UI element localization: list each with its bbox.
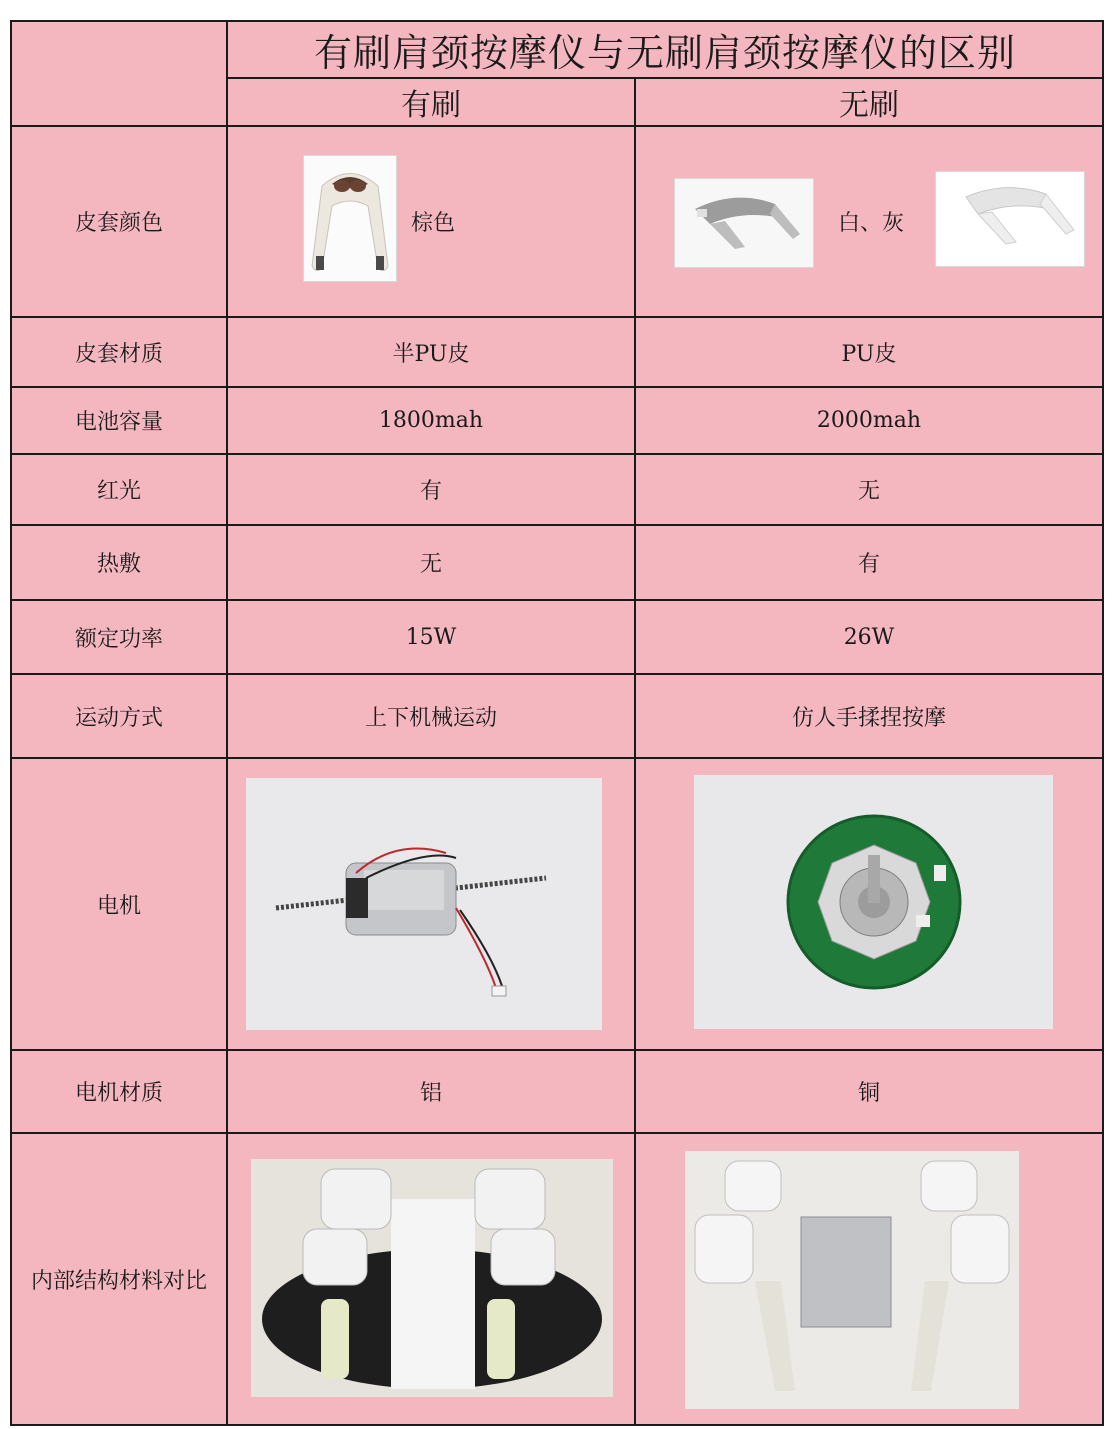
page-title: 有刷肩颈按摩仪与无刷肩颈按摩仪的区别	[313, 31, 1016, 75]
cell-brushless-cover-material: PU皮	[841, 341, 897, 367]
row-label-power: 额定功率	[74, 626, 163, 652]
cell-brushless-heat: 有	[857, 552, 880, 577]
cell-brushless-motion: 仿人手揉捏按摩	[791, 705, 946, 731]
row-label-internal-structure: 内部结构材料对比	[30, 1268, 207, 1294]
column-header-brushed: 有刷	[401, 88, 461, 123]
cell-brushless-motor-material: 铜	[857, 1081, 880, 1106]
row-label-motor: 电机	[96, 893, 141, 919]
cell-brushed-motion: 上下机械运动	[364, 705, 497, 731]
row-label-heat: 热敷	[96, 552, 141, 577]
column-header-brushless: 无刷	[839, 88, 899, 123]
cell-brushed-cover-color: 棕色	[410, 211, 455, 236]
row-label-battery: 电池容量	[74, 410, 163, 435]
brushed-motor-photo	[246, 778, 602, 1030]
row-label-motor-material: 电机材质	[74, 1081, 163, 1106]
cell-brushless-battery: 2000mah	[816, 408, 922, 433]
comparison-table	[10, 20, 1104, 1426]
cell-brushless-cover-color: 白、灰	[837, 211, 904, 236]
cell-brushed-battery: 1800mah	[378, 408, 484, 433]
brushed-internal-photo	[251, 1159, 613, 1397]
row-label-motion: 运动方式	[74, 705, 163, 731]
row-label-cover-color: 皮套颜色	[74, 211, 163, 236]
cell-brushed-heat: 无	[419, 552, 442, 577]
brushless-motor-photo	[694, 775, 1053, 1029]
row-label-red-light: 红光	[96, 479, 141, 504]
cell-brushed-power: 15W	[405, 624, 457, 650]
brushless-internal-photo	[685, 1151, 1019, 1409]
brown-massager-photo	[303, 155, 397, 282]
cell-brushed-motor-material: 铝	[419, 1081, 442, 1106]
cell-brushless-power: 26W	[843, 624, 895, 650]
cell-brushless-red-light: 无	[857, 479, 880, 504]
gray-massager-photo	[674, 178, 814, 268]
white-massager-photo	[935, 171, 1085, 267]
row-label-cover-material: 皮套材质	[74, 341, 163, 367]
cell-brushed-red-light: 有	[419, 479, 442, 504]
cell-brushed-cover-material: 半PU皮	[392, 341, 470, 367]
